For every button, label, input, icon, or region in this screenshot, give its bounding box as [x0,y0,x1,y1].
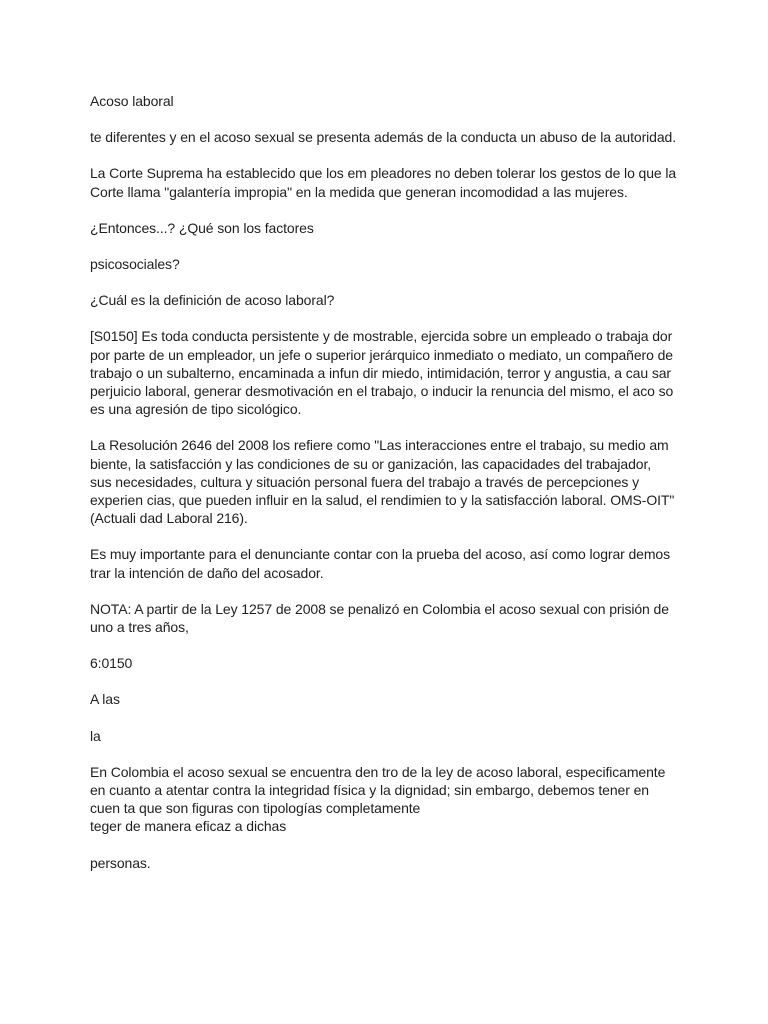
text-line: en cuanto a atentar contra la integridad física y la dignidad; sin embargo, debemos tener en [90,782,649,799]
text-line: la [90,727,101,744]
text-line: biente, la satisfacción y las condiciones de su or ganización, las capacidades del trabajador, [90,455,652,472]
paragraph [90,727,690,745]
paragraph [90,654,690,672]
text-line: psicosociales? [90,256,180,273]
text-line: personas. [90,854,151,871]
paragraph [90,164,690,200]
text-line: En Colombia el acoso sexual se encuentra den tro de la ley de acoso laboral, especificamente [90,763,666,780]
text-line: trabajo o un subalterno, encaminada a infun dir miedo, intimidación, terror y angustia, a cau sar [90,364,671,381]
paragraph [90,600,690,636]
text-line: ¿Entonces...? ¿Qué son los factores [90,219,314,236]
text-line: Corte llama "galantería impropia" en la medida que generan incomodidad a las mujeres. [90,183,628,200]
document-body [90,92,690,890]
text-line: experien cias, que pueden influir en la salud, el rendimien to y la satisfacción laboral. OMS-OIT" [90,492,675,509]
text-line: La Corte Suprema ha establecido que los em pleadores no deben tolerar los gestos de lo que la [90,165,677,182]
text-line: perjuicio laboral, generar desmotivación en el trabajo, o inducir la renuncia del mismo, el aco so [90,383,674,400]
text-line: por parte de un empleador, un jefe o superior jerárquico inmediato o mediato, un compañero de [90,346,673,363]
text-line: sus necesidades, cultura y situación personal fuera del trabajo a través de percepciones y [90,473,639,490]
text-line: Acoso laboral [90,93,174,109]
paragraph [90,436,690,527]
document-title [90,92,690,110]
text-line: teger de manera eficaz a dichas [90,818,287,835]
text-line: [S0150] Es toda conducta persistente y de mostrable, ejercida sobre un empleado o trabaja dor [90,328,673,345]
text-line: Es muy importante para el denunciante contar con la prueba del acoso, así como lograr demos [90,546,671,563]
paragraph [90,690,690,708]
paragraph [90,763,690,836]
paragraph [90,255,690,273]
paragraph [90,128,690,146]
text-line: te diferentes y en el acoso sexual se presenta además de la conducta un abuso de la autoridad. [90,129,676,146]
text-line: uno a tres años, [90,619,189,636]
text-line: 6:0150 [90,655,133,672]
text-line: es una agresión de tipo sicológico. [90,401,302,418]
paragraph [90,545,690,581]
paragraph [90,854,690,872]
text-line: trar la intención de daño del acosador. [90,564,324,581]
paragraph [90,291,690,309]
text-line: (Actuali dad Laboral 216). [90,510,248,527]
text-line: A las [90,691,120,708]
text-line: cuen ta que son figuras con tipologías completamente [90,800,421,817]
text-line: ¿Cuál es la definición de acoso laboral? [90,292,335,309]
text-line: NOTA: A partir de la Ley 1257 de 2008 se penalizó en Colombia el acoso sexual con prisión de [90,600,669,617]
paragraph [90,327,690,418]
paragraph [90,219,690,237]
text-line: La Resolución 2646 del 2008 los refiere como "Las interacciones entre el trabajo, su medio am [90,437,669,454]
